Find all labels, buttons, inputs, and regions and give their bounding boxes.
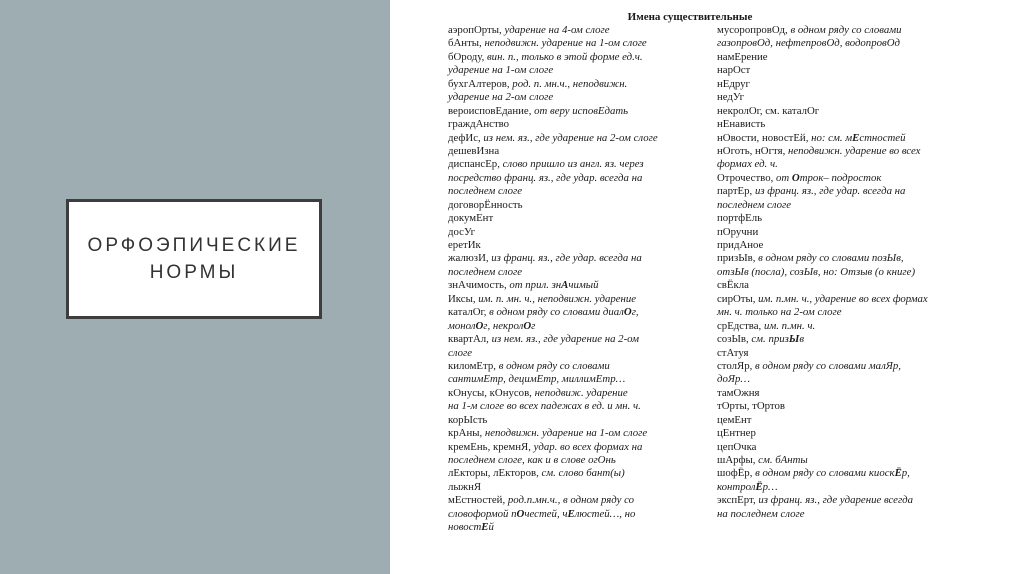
entry-line bbox=[717, 266, 967, 279]
document-heading: Имена существительные bbox=[627, 11, 753, 23]
entry-segment: квартАл, bbox=[448, 333, 492, 346]
entry-line bbox=[448, 494, 718, 507]
entry-line bbox=[448, 226, 718, 239]
entry-line bbox=[717, 91, 967, 104]
entry-segment: вин. п., только в этой форме ед.ч. bbox=[487, 50, 643, 63]
entry-segment: в bbox=[799, 333, 805, 346]
entry-segment: от прил. зн bbox=[509, 279, 562, 292]
entry-segment: граждАнство bbox=[448, 118, 510, 131]
entry-line bbox=[448, 118, 718, 131]
entry-segment: нОвости, новостЕй, bbox=[717, 131, 812, 144]
entry-segment: доЯр… bbox=[717, 373, 750, 386]
entry-segment: неподвижн. ударение во всех bbox=[787, 144, 921, 157]
entry-segment: пОручни bbox=[717, 225, 759, 238]
entry-segment: неподвижн. ударение на 1-ом слоге bbox=[484, 427, 648, 440]
entry-line bbox=[448, 78, 718, 91]
entry-segment: см. слово бант(ы) bbox=[541, 467, 625, 480]
entry-segment: мн. ч. только на 2-ом слоге bbox=[717, 306, 842, 319]
entry-line bbox=[448, 414, 718, 427]
entry-segment: честей, ч bbox=[524, 507, 568, 520]
entry-line bbox=[448, 508, 718, 521]
entry-segment: столЯр, bbox=[717, 359, 756, 372]
entry-line bbox=[717, 306, 967, 319]
entry-line bbox=[717, 508, 967, 521]
entry-segment: контрол bbox=[717, 480, 756, 493]
entry-segment: нарОст bbox=[717, 64, 751, 77]
entry-segment: от веру исповЕдать bbox=[534, 104, 629, 117]
entry-segment: мЕстностей, bbox=[448, 494, 508, 507]
entry-segment: знАчимость, bbox=[448, 279, 510, 292]
slide-title bbox=[88, 232, 301, 286]
entry-segment: г, bbox=[631, 306, 639, 319]
entry-segment: сантимЕтр, децимЕтр, миллимЕтр… bbox=[448, 373, 626, 386]
left-column bbox=[448, 24, 718, 535]
entry-segment: род. п. мн.ч., неподвижн. bbox=[512, 77, 628, 90]
entry-line bbox=[717, 24, 967, 37]
entry-segment: докумЕнт bbox=[448, 212, 494, 225]
entry-segment: р… bbox=[762, 480, 778, 493]
entry-line bbox=[448, 199, 718, 212]
entry-segment: лЕкторы, лЕкторов, bbox=[448, 467, 542, 480]
entry-segment: партЕр, bbox=[717, 185, 755, 198]
entry-segment: новост bbox=[448, 521, 482, 534]
entry-line bbox=[448, 306, 718, 319]
entry-line bbox=[717, 481, 967, 494]
entry-segment: им. п.мн. ч., ударение во всех формах bbox=[758, 292, 928, 305]
entry-line bbox=[717, 467, 967, 480]
entry-line bbox=[448, 320, 718, 333]
entry-segment: шАрфы, bbox=[717, 454, 759, 466]
entry-segment: кремЕнь, кремнЯ, bbox=[448, 440, 534, 453]
entry-line bbox=[448, 454, 718, 467]
entry-segment: в одном ряду со словами bbox=[790, 24, 902, 36]
entry-segment: слоге bbox=[448, 346, 473, 359]
entry-line bbox=[448, 441, 718, 454]
entry-line bbox=[717, 37, 967, 50]
title-box bbox=[66, 199, 322, 319]
entry-segment: лыжнЯ bbox=[448, 480, 482, 493]
entry-segment: последнем слоге bbox=[448, 185, 523, 198]
entry-line bbox=[717, 252, 967, 265]
entry-line bbox=[717, 172, 967, 185]
entry-line bbox=[448, 239, 718, 252]
entry-segment: ударение на 4-ом слоге bbox=[504, 24, 610, 36]
entry-line bbox=[717, 118, 967, 131]
entry-segment: см. приз bbox=[751, 333, 789, 346]
entry-segment: отзЫв (посла), созЫв, но: Отзыв (о книге) bbox=[717, 265, 916, 278]
entry-segment: О bbox=[516, 507, 525, 520]
entry-line bbox=[717, 333, 967, 346]
entry-segment: словоформой п bbox=[448, 507, 517, 520]
entry-segment: газопровОд, нефтепровОд, водопровОд bbox=[717, 37, 900, 50]
entry-line bbox=[448, 467, 718, 480]
entry-segment: намЕрение bbox=[717, 50, 768, 63]
entry-segment: на 1-м слоге во всех падежах в ед. и мн. ч. bbox=[448, 400, 641, 413]
entry-segment: диспансЕр, bbox=[448, 158, 503, 171]
entry-line bbox=[448, 158, 718, 171]
slide-title-line-2: НОРМЫ bbox=[149, 262, 239, 283]
entry-segment: из франц. яз., где удар. всегда на bbox=[754, 185, 906, 198]
entry-line bbox=[448, 64, 718, 77]
entry-segment: Е bbox=[852, 131, 860, 144]
entry-segment: р, bbox=[901, 467, 910, 480]
entry-line bbox=[717, 78, 967, 91]
entry-line bbox=[717, 158, 967, 171]
entry-segment: стностей bbox=[859, 131, 906, 144]
entry-line bbox=[448, 427, 718, 440]
entry-segment: г bbox=[531, 319, 536, 332]
left-panel bbox=[0, 0, 390, 574]
entry-line bbox=[717, 373, 967, 386]
entry-line bbox=[448, 266, 718, 279]
entry-line bbox=[448, 252, 718, 265]
entry-segment: дефИс, bbox=[448, 131, 484, 144]
entry-segment: срЕдства, bbox=[717, 319, 764, 332]
entry-line bbox=[448, 185, 718, 198]
entry-line bbox=[717, 494, 967, 507]
entry-line bbox=[717, 347, 967, 360]
entry-line bbox=[717, 360, 967, 373]
entry-segment: удар. во всех формах на bbox=[533, 440, 643, 453]
entry-segment: им. п. мн. ч., неподвижн. ударение bbox=[478, 292, 637, 305]
entry-segment: люстей…, но bbox=[574, 507, 636, 520]
entry-line bbox=[717, 427, 967, 440]
entry-segment: от bbox=[776, 171, 792, 184]
entry-line bbox=[448, 37, 718, 50]
entry-segment: Ы bbox=[788, 333, 800, 346]
entry-line bbox=[717, 441, 967, 454]
entry-segment: в одном ряду со словами малЯр, bbox=[755, 359, 901, 372]
entry-line bbox=[448, 360, 718, 373]
entry-segment: бАнты, bbox=[448, 37, 485, 50]
entry-segment: киломЕтр, bbox=[448, 359, 499, 372]
entry-line bbox=[717, 414, 967, 427]
entry-segment: аэропОрты, bbox=[448, 24, 505, 36]
entry-segment: Отрочество, bbox=[717, 171, 776, 184]
entry-segment: им. п.мн. ч. bbox=[763, 319, 816, 332]
entry-segment: из франц. яз., где удар. всегда на bbox=[491, 252, 642, 265]
entry-line bbox=[448, 373, 718, 386]
entry-segment: в одном ряду со словами диал bbox=[489, 306, 624, 319]
entry-line bbox=[448, 24, 718, 37]
entry-line bbox=[717, 199, 967, 212]
entry-segment: придАное bbox=[717, 239, 764, 251]
entry-line bbox=[717, 51, 967, 64]
entry-line bbox=[717, 387, 967, 400]
entry-segment: призЫв, bbox=[717, 252, 759, 265]
entry-line bbox=[717, 454, 967, 467]
entry-segment: из франц. яз., где ударение всегда bbox=[758, 494, 914, 507]
entry-segment: некролОг, см. каталОг bbox=[717, 104, 820, 117]
entry-segment: г, некрол bbox=[483, 319, 524, 332]
entry-line bbox=[717, 320, 967, 333]
entry-segment: Иксы, bbox=[448, 292, 479, 305]
entry-segment: Е bbox=[567, 507, 575, 520]
entry-segment: нЕнависть bbox=[717, 118, 766, 131]
entry-segment: см. бАнты bbox=[758, 454, 808, 466]
entry-segment: нЕдруг bbox=[717, 77, 750, 90]
entry-line bbox=[448, 481, 718, 494]
entry-segment: род.п.мн.ч., в одном ряду со bbox=[507, 494, 635, 507]
entry-segment: слово пришло из англ. яз. через bbox=[502, 158, 644, 171]
entry-segment: чимый bbox=[568, 279, 599, 292]
entry-segment: цепОчка bbox=[717, 440, 757, 453]
entry-line bbox=[448, 279, 718, 292]
entry-segment: цемЕнт bbox=[717, 413, 752, 426]
entry-line bbox=[448, 333, 718, 346]
entry-line bbox=[448, 91, 718, 104]
entry-line bbox=[448, 51, 718, 64]
entry-segment: О bbox=[791, 171, 800, 184]
entry-segment: экспЕрт, bbox=[717, 494, 759, 507]
entry-line bbox=[448, 132, 718, 145]
entry-line bbox=[717, 132, 967, 145]
entry-segment: жалюзИ, bbox=[448, 252, 492, 265]
entry-line bbox=[717, 212, 967, 225]
entry-segment: последнем слоге bbox=[448, 265, 523, 278]
entry-line bbox=[448, 293, 718, 306]
entry-segment: й bbox=[488, 521, 494, 534]
entry-segment: тОрты, тОртов bbox=[717, 400, 785, 413]
entry-segment: О bbox=[523, 319, 532, 332]
entry-segment: последнем слоге, как и в слове огОнь bbox=[448, 454, 616, 466]
entry-segment: цЕнтнер bbox=[717, 427, 756, 440]
entry-segment: Ё bbox=[755, 480, 763, 493]
entry-line bbox=[717, 226, 967, 239]
right-column bbox=[717, 24, 967, 521]
entry-segment: монол bbox=[448, 319, 476, 332]
entry-line bbox=[448, 521, 718, 534]
entry-segment: на последнем слоге bbox=[717, 507, 805, 520]
entry-line bbox=[717, 185, 967, 198]
entry-segment: недУг bbox=[717, 91, 745, 104]
entry-segment: бухгАлтеров, bbox=[448, 77, 513, 90]
entry-segment: последнем слоге bbox=[717, 198, 792, 211]
entry-segment: бОроду, bbox=[448, 50, 487, 63]
entry-segment: досУг bbox=[448, 225, 476, 238]
entry-line bbox=[717, 293, 967, 306]
entry-segment: корЫсть bbox=[448, 413, 488, 426]
slide-title-line-1: ОРФОЭПИЧЕСКИЕ bbox=[87, 235, 301, 256]
entry-segment: но: см. м bbox=[811, 131, 853, 144]
entry-line bbox=[717, 145, 967, 158]
entry-segment: мусоропровОд, bbox=[717, 24, 791, 36]
entry-line bbox=[717, 400, 967, 413]
entry-segment: договорЁнность bbox=[448, 198, 523, 211]
entry-segment: в одном ряду со словами bbox=[498, 359, 610, 372]
entry-segment: тамОжня bbox=[717, 386, 760, 399]
entry-segment: кОнусы, кОнусов, bbox=[448, 386, 535, 399]
entry-line bbox=[448, 105, 718, 118]
entry-segment: сирОты, bbox=[717, 292, 759, 305]
entry-segment: из нем. яз., где ударение на 2-ом слоге bbox=[483, 131, 658, 144]
entry-line bbox=[448, 387, 718, 400]
entry-segment: нОготь, нОгтя, bbox=[717, 144, 788, 157]
entry-segment: посредство франц. яз., где удар. всегда на bbox=[448, 171, 643, 184]
entry-segment: еретИк bbox=[448, 239, 481, 251]
entry-segment: трок– подросток bbox=[799, 171, 882, 184]
entry-segment: формах ед. ч. bbox=[717, 158, 778, 171]
entry-segment: крАны, bbox=[448, 427, 485, 440]
entry-segment: вероисповЕдание, bbox=[448, 104, 535, 117]
entry-segment: созЫв, bbox=[717, 333, 752, 346]
entry-segment: неподвижн. ударение на 1-ом слоге bbox=[484, 37, 647, 50]
entry-line bbox=[717, 279, 967, 292]
entry-segment: каталОг, bbox=[448, 306, 490, 319]
entry-segment: шофЁр, bbox=[717, 467, 756, 480]
entry-line bbox=[448, 212, 718, 225]
entry-segment: А bbox=[561, 279, 569, 292]
entry-line bbox=[448, 400, 718, 413]
entry-segment: Е bbox=[481, 521, 489, 534]
entry-segment: О bbox=[623, 306, 632, 319]
entry-segment: дешевИзна bbox=[448, 144, 500, 157]
entry-line bbox=[717, 239, 967, 252]
entry-segment: Ё bbox=[894, 467, 902, 480]
entry-segment: из нем. яз., где ударение на 2-ом bbox=[491, 333, 640, 346]
entry-segment: ударение на 1-ом слоге bbox=[448, 64, 554, 77]
entry-segment: портфЕль bbox=[717, 212, 763, 225]
entry-line bbox=[717, 105, 967, 118]
entry-segment: О bbox=[475, 319, 484, 332]
entry-line bbox=[448, 347, 718, 360]
entry-segment: ударение на 2-ом слоге bbox=[448, 91, 554, 104]
entry-line bbox=[448, 172, 718, 185]
entry-segment: свЁкла bbox=[717, 279, 749, 292]
entry-segment: в одном ряду со словами киоск bbox=[755, 467, 895, 480]
entry-line bbox=[448, 145, 718, 158]
entry-segment: стАтуя bbox=[717, 346, 749, 359]
document-image bbox=[405, 0, 1024, 574]
entry-line bbox=[717, 64, 967, 77]
entry-segment: неподвиж. ударение bbox=[534, 386, 628, 399]
entry-segment: в одном ряду со словами позЫв, bbox=[758, 252, 904, 265]
